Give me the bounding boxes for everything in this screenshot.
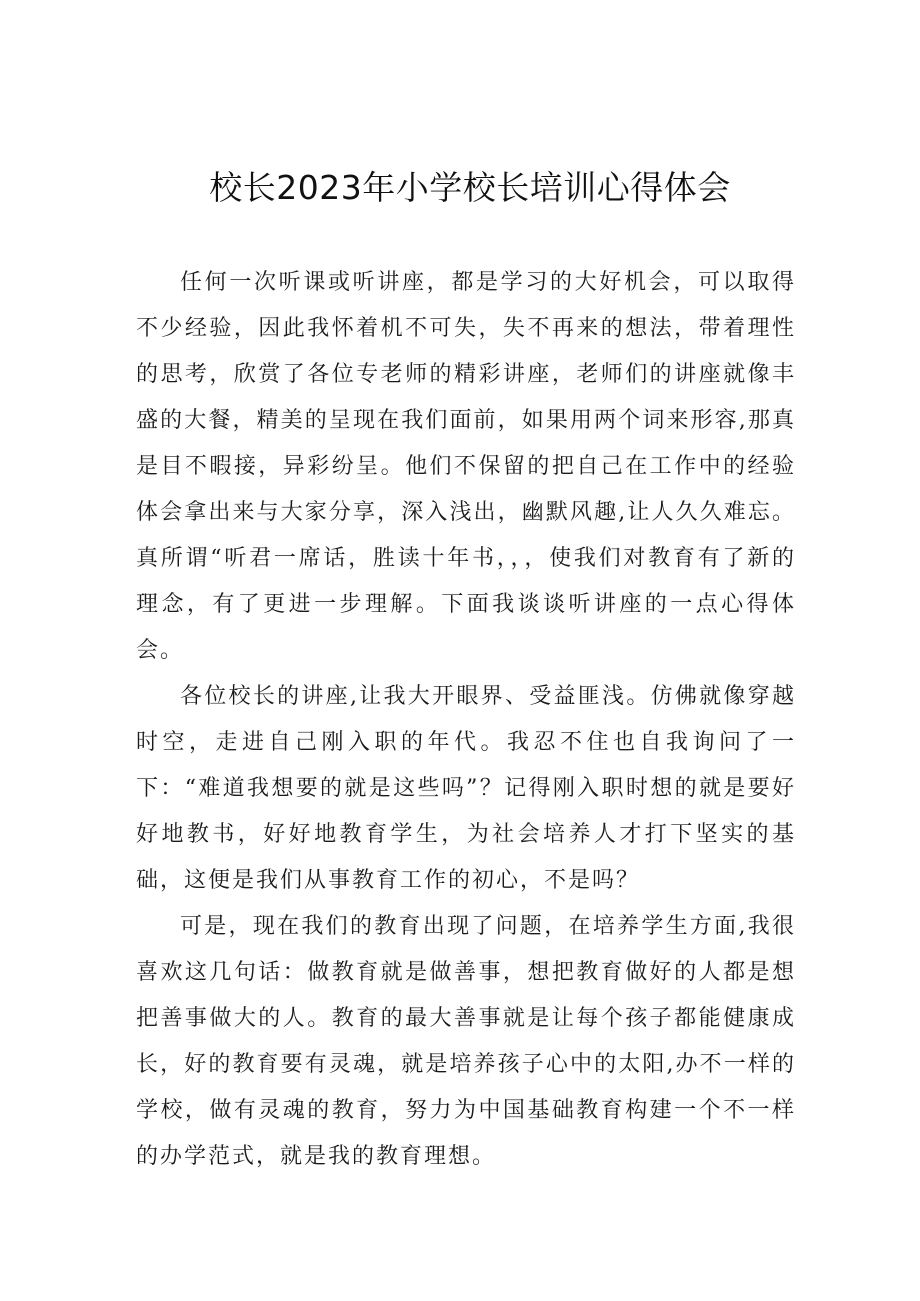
document-title: 校长2023年小学校长培训心得体会 (209, 168, 731, 207)
document-body (136, 260, 796, 1180)
paragraph-1: 任何一次听课或听讲座，都是学习的大好机会，可以取得不少经验，因此我怀着机不可失，失不再来的想法，带着理性的思考，欣赏了各位专老师的精彩讲座，老师们的讲座就像丰盛的大餐，精美的呈现在我们面前，如果用两个词来形容,那真是目不暇接，异彩纷呈。他们不保留的把自己在工作中的经验体会拿出来与大家分享，深入浅出，幽默风趣,让人久久难忘。真所谓“听君一席话，胜读十年书，，，使我们对教育有了新的理念，有了更进一步理解。下面我谈谈听讲座的一点心得体会。 (136, 270, 796, 663)
paragraph-2: 各位校长的讲座,让我大开眼界、受益匪浅。仿佛就像穿越时空，走进自己刚入职的年代。我忍不住也自我询问了一下：“难道我想要的就是这些吗”？记得刚入职时想的就是要好好地教书，好好地教育学生，为社会培养人才打下坚实的基础，这便是我们从事教育工作的初心，不是吗？ (136, 684, 796, 893)
paragraph-3: 可是，现在我们的教育出现了问题，在培养学生方面,我很喜欢这几句话：做教育就是做善事，想把教育做好的人都是想把善事做大的人。教育的最大善事就是让每个孩子都能健康成长，好的教育要有灵魂，就是培养孩子心中的太阳,办不一样的学校，做有灵魂的教育，努力为中国基础教育构建一个不一样的办学范式，就是我的教育理想。 (136, 914, 796, 1169)
